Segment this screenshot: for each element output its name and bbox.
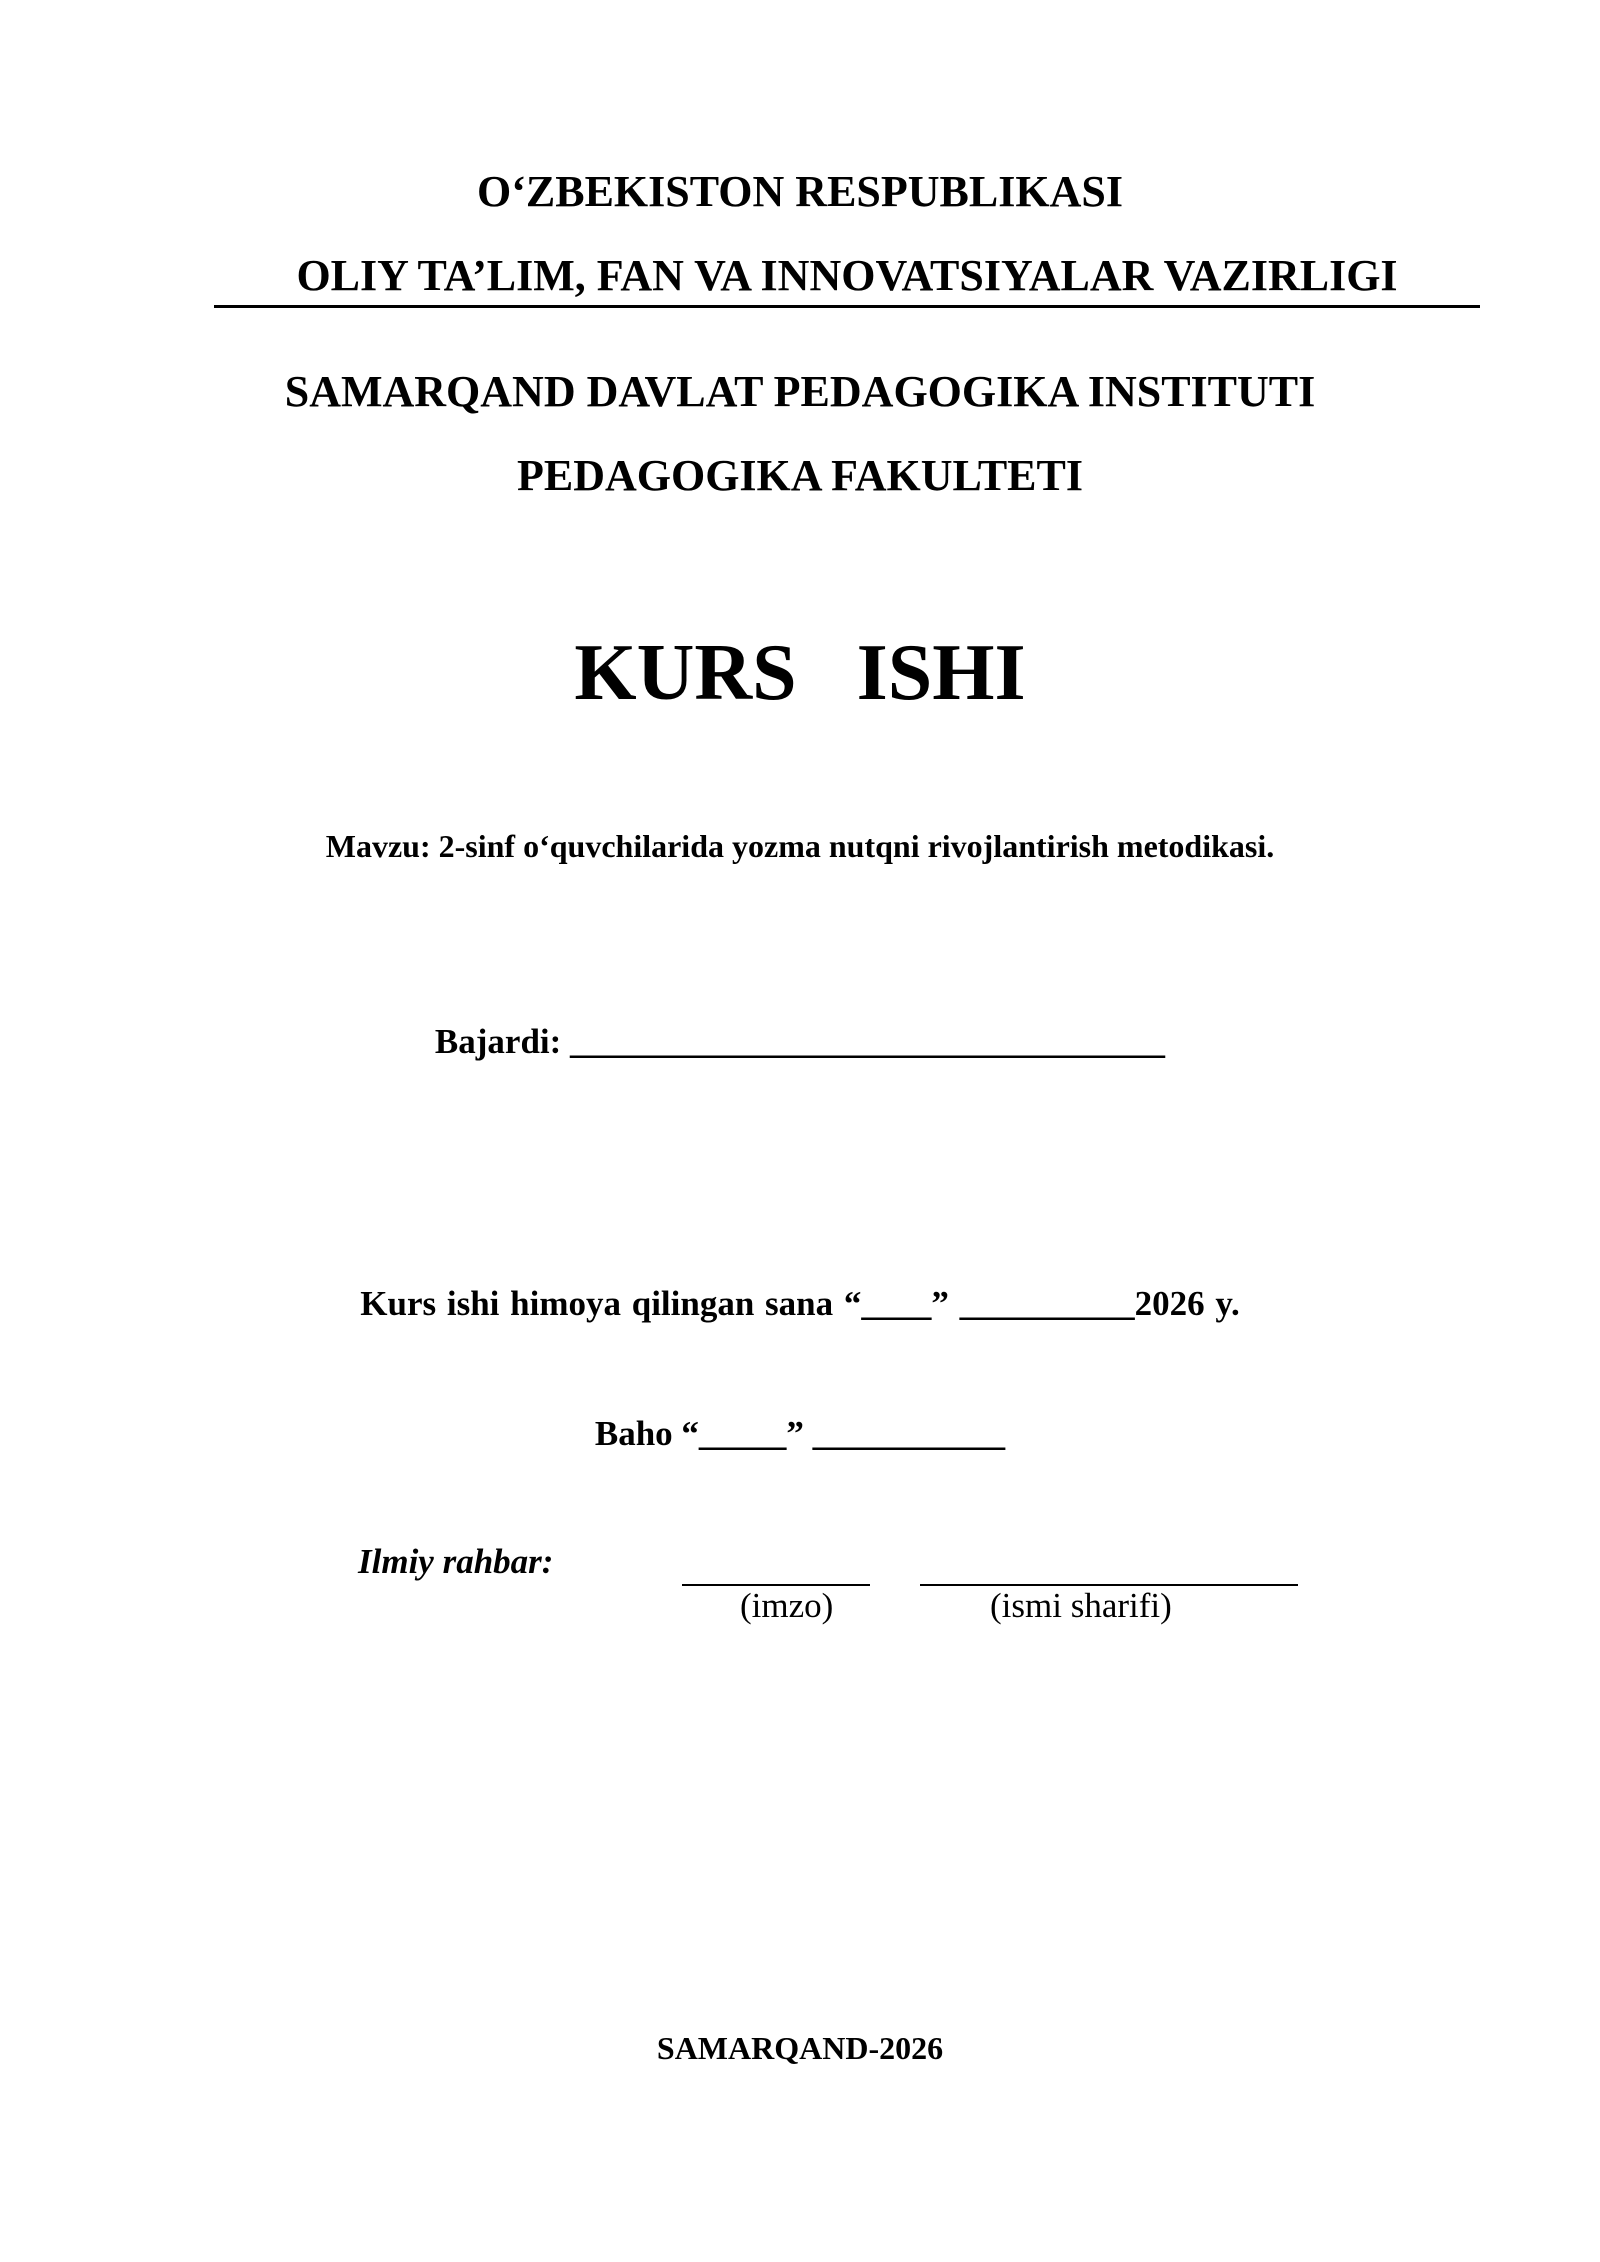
grade-line: Baho “_____” ___________ [594, 1414, 1006, 1453]
topic-line: Mavzu: 2-sinf o‘quvchilarida yozma nutqni rivojlantirish metodikasi. [325, 828, 1275, 864]
ministry-heading: OLIY TA’LIM, FAN VA INNOVATSIYALAR VAZIRLIGI [214, 250, 1480, 308]
supervisor-label: Ilmiy rahbar: [358, 1542, 554, 1581]
supervisor-name-line [920, 1542, 1298, 1586]
institute-heading: SAMARQAND DAVLAT PEDAGOGIKA INSTITUTI [284, 367, 1316, 416]
republic-heading: O‘ZBEKISTON RESPUBLIKASI [477, 167, 1123, 216]
document-title: KURS ISHI [574, 629, 1026, 717]
city-year-footer: SAMARQAND-2026 [656, 2030, 944, 2066]
name-caption: (ismi sharifi) [990, 1586, 1172, 1625]
faculty-heading: PEDAGOGIKA FAKULTETI [516, 451, 1083, 500]
signature-caption: (imzo) [740, 1586, 834, 1625]
defense-date-line: Kurs ishi himoya qilingan sana “____” __________2026 y. [360, 1284, 1240, 1323]
performer-line: Bajardi: __________________________________ [434, 1022, 1166, 1061]
signature-line [682, 1542, 870, 1586]
